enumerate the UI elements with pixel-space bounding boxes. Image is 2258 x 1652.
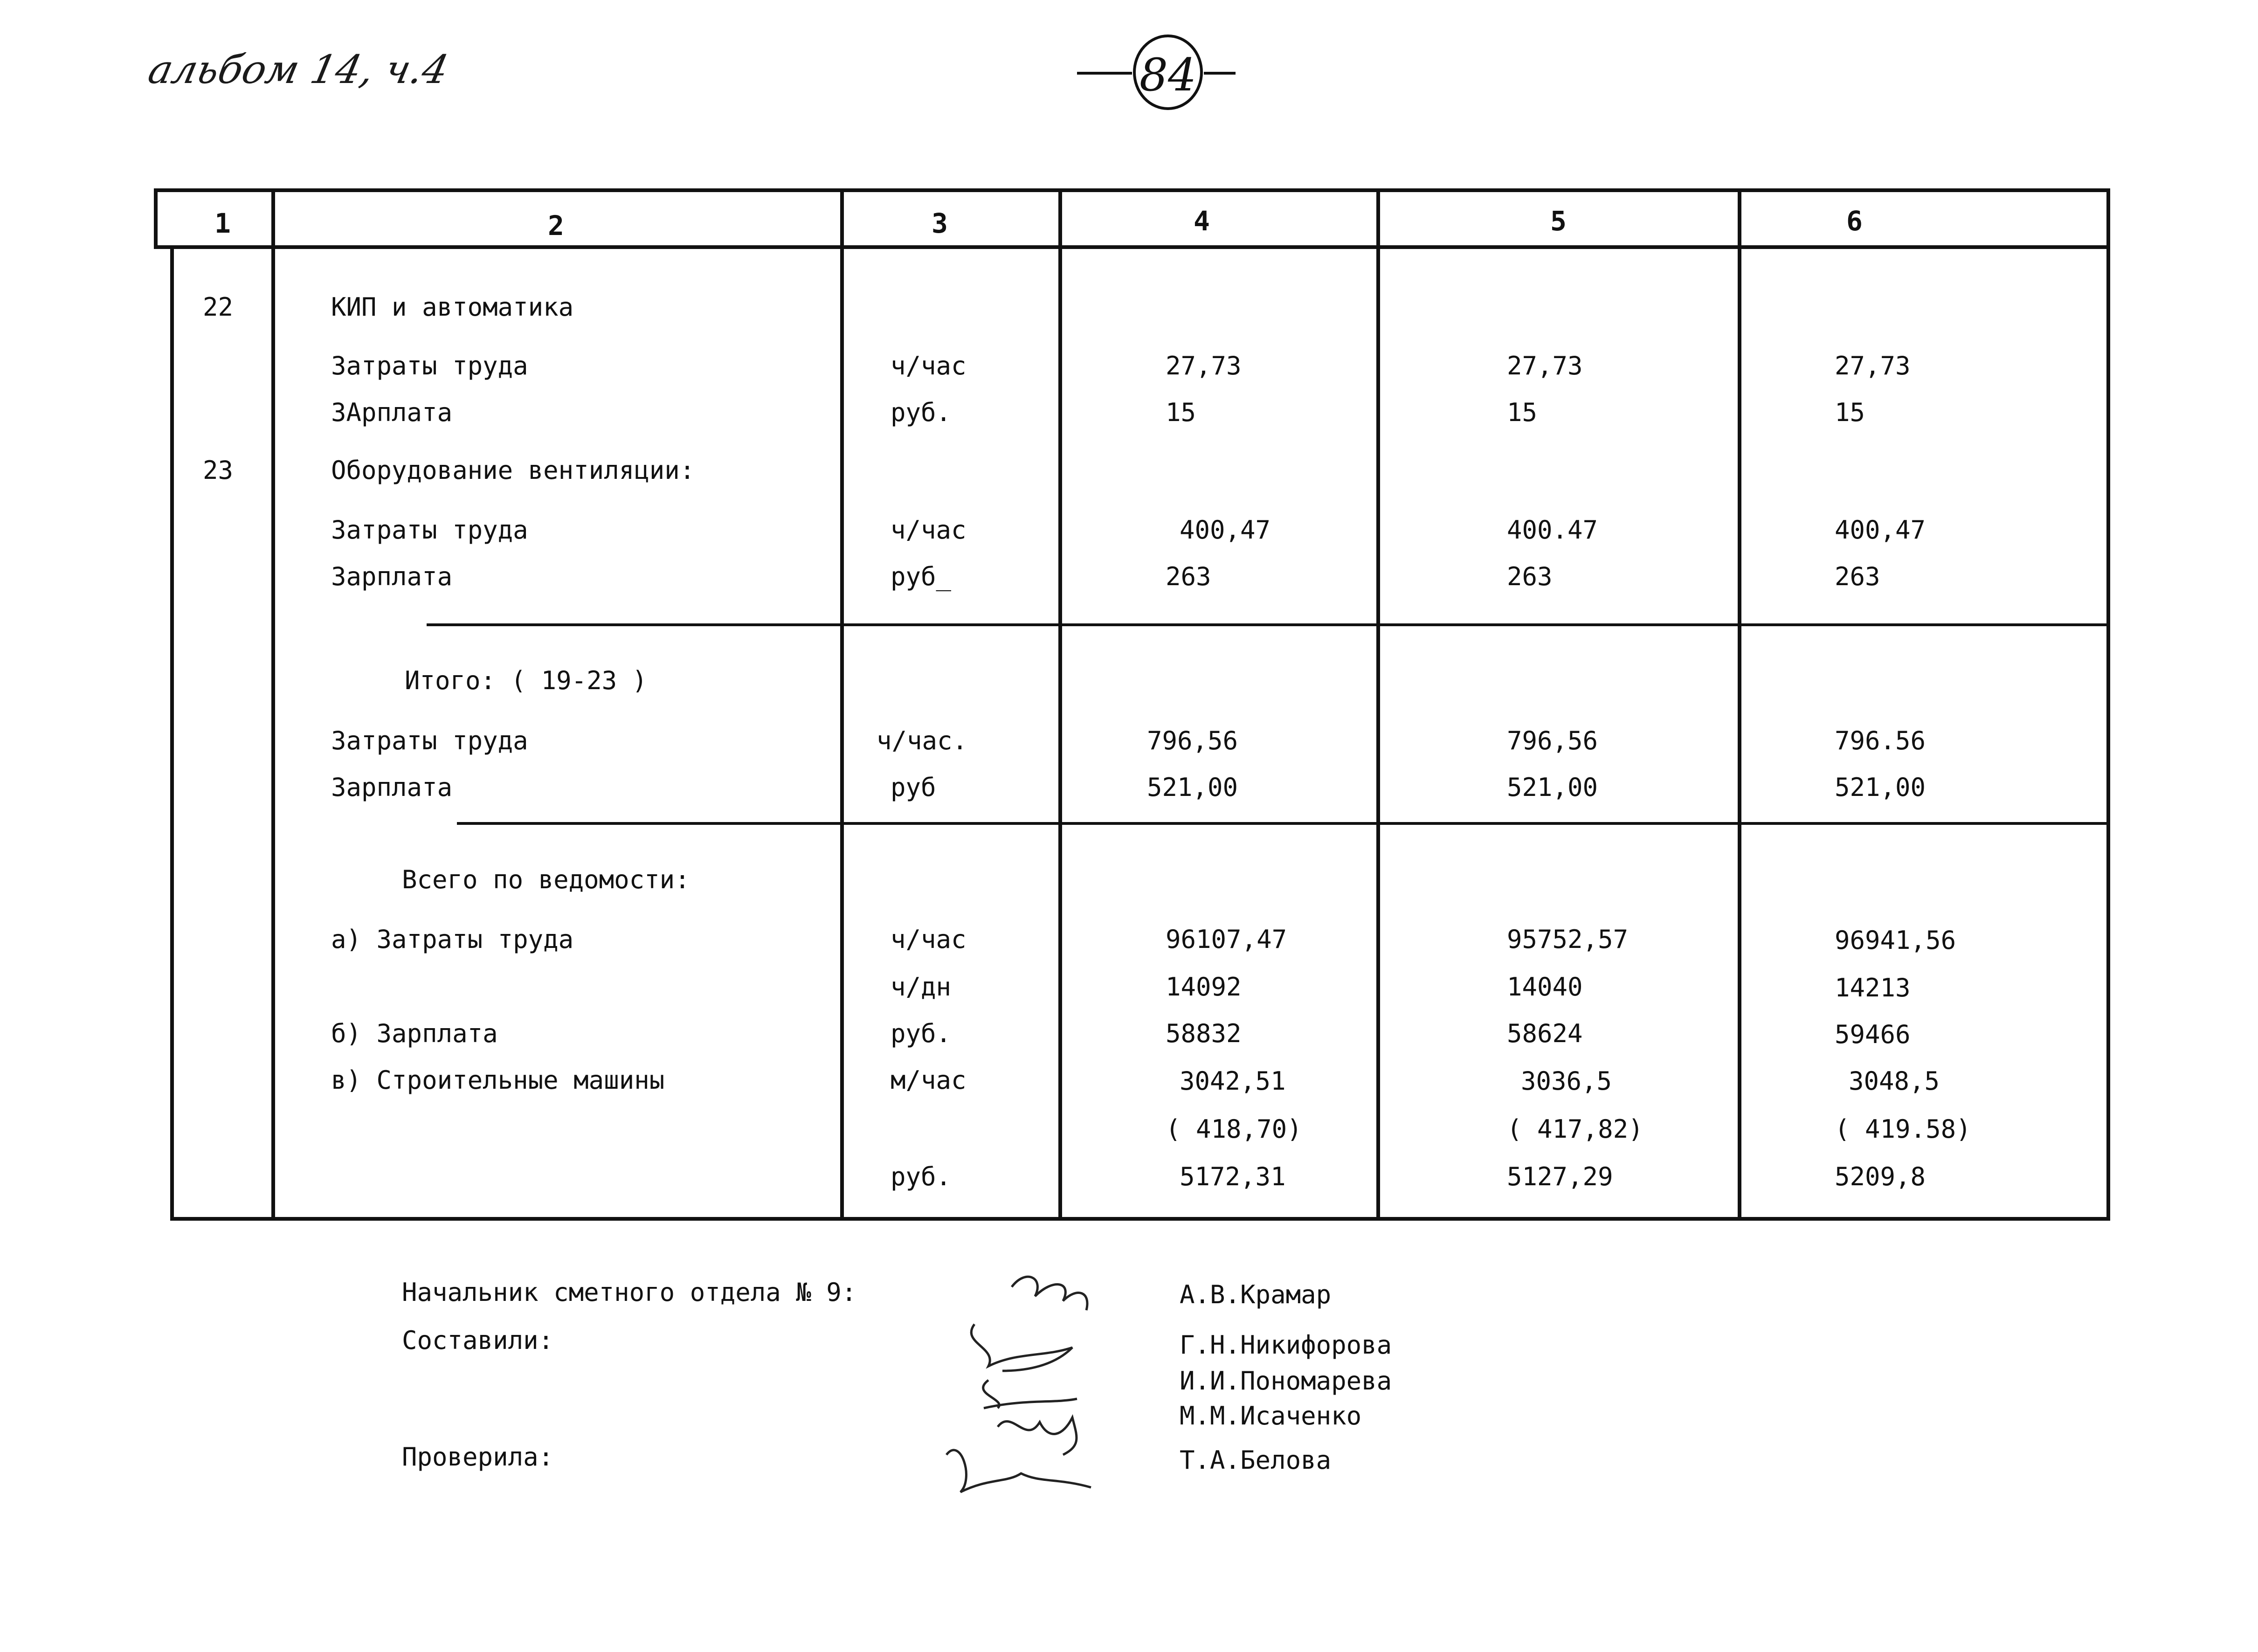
section-divider-total (457, 822, 2110, 825)
row-value-col6: 521,00 (1835, 773, 1926, 802)
row-value-col5: 58624 (1507, 1019, 1583, 1048)
row-value-col6: 400,47 (1835, 515, 1926, 545)
row-value-col6: 3048,5 (1849, 1066, 1940, 1096)
col-divider-1-2 (271, 188, 275, 1221)
col-header-2: 2 (548, 210, 564, 242)
row-name: в) Строительные машины (331, 1065, 665, 1095)
row-value-col5: 14040 (1507, 972, 1583, 1002)
row-value-col4: 15 (1166, 398, 1196, 427)
col-header-1: 1 (214, 207, 231, 239)
row-value-col5: 5127,29 (1507, 1162, 1613, 1191)
row-unit: ч/час (891, 925, 967, 954)
row-name: ЗАрплата (331, 398, 453, 427)
row-name: Затраты труда (331, 726, 528, 755)
chief-name: А.В.Крамар (1180, 1280, 1332, 1309)
album-note: альбом 14, ч.4 (144, 47, 453, 92)
page-number: 84 (1139, 49, 1197, 101)
row-number: 22 (203, 292, 234, 322)
row-unit: ч/час (891, 515, 967, 545)
row-value-col6: 263 (1835, 562, 1880, 591)
row-value-col4: 96107,47 (1166, 925, 1287, 954)
section-divider-subtotal (427, 623, 2110, 626)
col-divider-4-5 (1376, 188, 1380, 1221)
col-divider-3-4 (1058, 188, 1062, 1221)
row-value-col6: 96941,56 (1835, 926, 1956, 955)
total-title: Всего по ведомости: (402, 865, 690, 894)
table-left-border (154, 188, 158, 249)
subtotal-title: Итого: ( 19-23 ) (405, 666, 648, 695)
row-number: 23 (203, 456, 234, 485)
col-divider-5-6 (1738, 188, 1741, 1221)
row-value-col5: 400.47 (1507, 515, 1598, 545)
row-name: Оборудование вентиляции: (331, 456, 695, 485)
row-name: КИП и автоматика (331, 292, 574, 322)
row-value-col5: 15 (1507, 398, 1538, 427)
row-unit: руб_ (891, 562, 952, 591)
row-value-col5: 27,73 (1507, 351, 1583, 380)
row-value-col6: 14213 (1835, 973, 1911, 1002)
row-value-col6: ( 419.58) (1835, 1114, 1971, 1144)
row-value-col4: 58832 (1166, 1019, 1242, 1048)
chief-label: Начальник сметного отдела № 9: (402, 1278, 857, 1307)
row-value-col6: 15 (1835, 398, 1865, 427)
col-header-5: 5 (1550, 205, 1567, 237)
row-value-col5: 95752,57 (1507, 925, 1629, 954)
row-unit: руб. (891, 398, 952, 427)
row-value-col5: 263 (1507, 562, 1553, 591)
row-value-col4: ( 418,70) (1166, 1114, 1302, 1144)
row-unit: руб (891, 773, 936, 802)
compiled-label: Составили: (402, 1326, 554, 1355)
row-name: б) Зарплата (331, 1019, 498, 1048)
col-header-6: 6 (1846, 205, 1863, 237)
col-header-3: 3 (932, 207, 948, 239)
row-unit: м/час (891, 1065, 967, 1095)
table-top-border (154, 188, 2110, 192)
row-name: Зарплата (331, 773, 453, 802)
row-value-col4: 263 (1166, 562, 1211, 591)
table-header-divider (154, 245, 2110, 249)
row-name: Зарплата (331, 562, 453, 591)
compiled-name-2: И.И.Пономарева (1180, 1366, 1392, 1396)
row-unit: ч/час. (877, 726, 968, 755)
row-value-col4: 5172,31 (1180, 1162, 1286, 1191)
row-value-col5: ( 417,82) (1507, 1114, 1643, 1144)
row-value-col4: 27,73 (1166, 351, 1242, 380)
row-name: Затраты труда (331, 351, 528, 380)
compiled-name-1: Г.Н.Никифорова (1180, 1330, 1392, 1360)
checked-name: Т.А.Белова (1180, 1445, 1332, 1475)
row-unit: руб. (891, 1019, 952, 1048)
col-header-4: 4 (1194, 205, 1210, 237)
row-value-col6: 27,73 (1835, 351, 1911, 380)
row-value-col4: 400,47 (1180, 515, 1271, 545)
row-value-col5: 521,00 (1507, 773, 1598, 802)
row-value-col5: 796,56 (1507, 726, 1598, 755)
page-number-mark (1077, 21, 1259, 133)
compiled-name-3: М.М.Исаченко (1180, 1401, 1362, 1431)
checked-label: Проверила: (402, 1442, 554, 1472)
table-bottom-border (170, 1217, 2110, 1221)
row-value-col5: 3036,5 (1521, 1066, 1612, 1096)
row-name: Затраты труда (331, 515, 528, 545)
row-unit: руб. (891, 1162, 952, 1191)
row-unit: ч/час (891, 351, 967, 380)
table-left-border-body (170, 245, 174, 1221)
row-value-col4: 521,00 (1147, 773, 1238, 802)
row-value-col4: 3042,51 (1180, 1066, 1286, 1096)
row-value-col4: 14092 (1166, 972, 1242, 1002)
row-value-col6: 5209,8 (1835, 1162, 1926, 1191)
row-value-col6: 796.56 (1835, 726, 1926, 755)
table-right-border (2106, 188, 2110, 1221)
row-name: а) Затраты труда (331, 925, 574, 954)
col-divider-2-3 (840, 188, 844, 1221)
handwritten-signatures (932, 1259, 1156, 1511)
row-unit: ч/дн (891, 972, 952, 1002)
row-value-col4: 796,56 (1147, 726, 1238, 755)
row-value-col6: 59466 (1835, 1020, 1911, 1049)
